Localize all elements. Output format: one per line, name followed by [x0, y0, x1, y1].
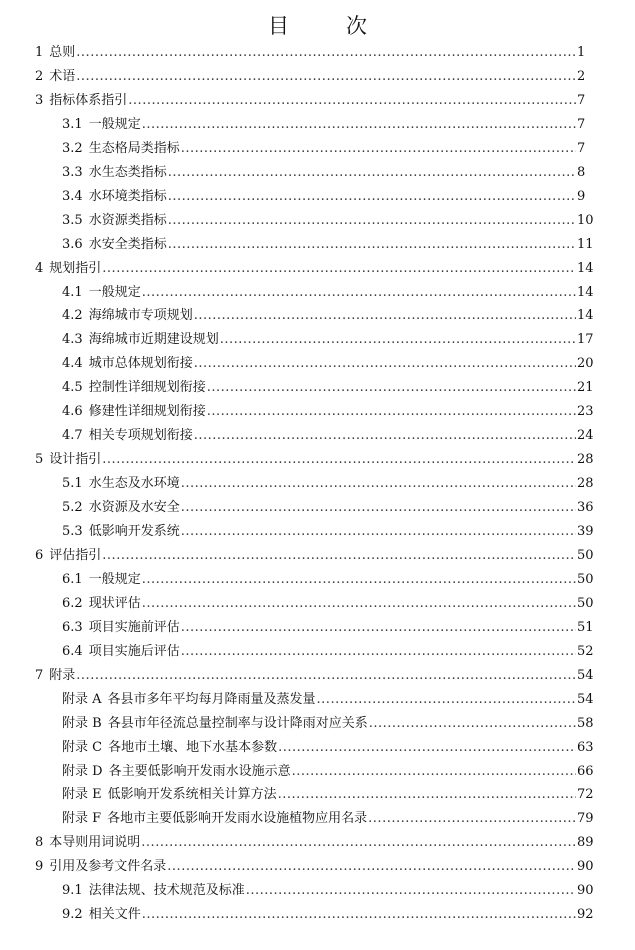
toc-entry-number: 4.2 [62, 308, 83, 324]
toc-entry-number: 4.4 [62, 356, 83, 372]
toc-entry-title: 规划指引 [49, 260, 102, 276]
toc-dot-leader [168, 212, 576, 230]
toc-entry-title: 一般规定 [88, 284, 141, 300]
toc-entry-title: 评估指引 [49, 547, 102, 563]
page-title: 目 次 [268, 14, 385, 38]
toc-entry-title: 各县市多年平均每月降雨量及蒸发量 [107, 691, 316, 707]
toc-dot-leader [167, 858, 576, 876]
toc-entry[interactable] [62, 331, 594, 349]
toc-entry-title: 各地市主要低影响开发雨水设施植物应用名录 [107, 811, 368, 827]
toc-dot-leader [102, 451, 576, 469]
toc-entry-number: 6 [35, 547, 44, 563]
toc-entry-title: 附录 [49, 667, 76, 683]
toc-dot-leader [207, 379, 576, 397]
toc-entry[interactable] [35, 667, 594, 685]
toc-dot-leader [207, 403, 576, 421]
toc-entry[interactable] [62, 643, 594, 661]
toc-entry-number: 附录 E [62, 787, 102, 803]
toc-entry-number: 9.2 [62, 907, 83, 923]
toc-entry-page: 72 [577, 787, 594, 803]
toc-entry[interactable] [35, 547, 594, 565]
toc-dot-leader [181, 523, 576, 541]
toc-entry-number: 3.2 [62, 140, 83, 156]
toc-entry[interactable] [62, 619, 594, 637]
toc-entry-page: 7 [577, 116, 586, 132]
toc-entry-page: 63 [577, 739, 594, 755]
toc-dot-leader [278, 739, 576, 757]
toc-entry-number: 6.1 [62, 571, 83, 587]
toc-entry-number: 7 [35, 667, 44, 683]
toc-entry-number: 4.3 [62, 332, 83, 348]
toc-dot-leader [102, 547, 576, 565]
toc-entry-page: 51 [577, 619, 594, 635]
toc-entry[interactable] [62, 906, 594, 924]
toc-entry-title: 水生态类指标 [88, 164, 167, 180]
toc-entry-page: 7 [577, 140, 586, 156]
toc-entry-number: 3.6 [62, 236, 83, 252]
toc-entry-page: 10 [577, 212, 594, 228]
toc-dot-leader [76, 667, 576, 685]
toc-entry[interactable] [62, 523, 594, 541]
toc-entry-number: 附录 A [62, 691, 102, 707]
toc-dot-leader [368, 810, 576, 828]
toc-entry-page: 58 [577, 715, 594, 731]
toc-entry-page: 9 [577, 188, 586, 204]
toc-dot-leader [142, 284, 576, 302]
toc-entry[interactable] [62, 786, 594, 804]
toc-entry-title: 水资源类指标 [88, 212, 167, 228]
toc-entry-number: 5 [35, 452, 44, 468]
toc-entry-page: 90 [577, 883, 594, 899]
toc-dot-leader [181, 643, 576, 661]
toc-dot-leader [142, 116, 576, 134]
toc-entry[interactable] [62, 499, 594, 517]
toc-entry[interactable] [62, 355, 594, 373]
toc-dot-leader [76, 68, 576, 86]
toc-entry[interactable] [35, 68, 585, 86]
toc-entry-title: 水环境类指标 [88, 188, 167, 204]
toc-entry-number: 2 [35, 68, 44, 84]
toc-dot-leader [278, 786, 576, 804]
toc-dot-leader [369, 715, 576, 733]
toc-entry-number: 3.5 [62, 212, 83, 228]
toc-entry-page: 79 [577, 811, 594, 827]
toc-entry-number: 4.5 [62, 380, 83, 396]
toc-entry-title: 一般规定 [88, 571, 141, 587]
toc-entry-number: 5.2 [62, 500, 83, 516]
toc-entry-title: 设计指引 [49, 452, 102, 468]
toc-entry-page: 11 [577, 236, 594, 252]
toc-entry-page: 89 [577, 835, 594, 851]
toc-entry-title: 控制性详细规划衔接 [88, 380, 206, 396]
toc-dot-leader [317, 691, 576, 709]
toc-entry-number: 8 [35, 835, 44, 851]
toc-entry-number: 附录 D [62, 763, 103, 779]
toc-entry-number: 6.3 [62, 619, 83, 635]
toc-entry[interactable] [35, 260, 594, 278]
toc-entry-page: 90 [577, 859, 594, 875]
toc-entry-page: 36 [577, 500, 594, 516]
toc-entry-page: 7 [577, 92, 586, 108]
toc-entry-number: 6.4 [62, 643, 83, 659]
toc-entry-number: 4 [35, 260, 44, 276]
toc-entry[interactable] [62, 379, 594, 397]
toc-entry-title: 总则 [49, 45, 76, 60]
toc-dot-leader [142, 906, 576, 924]
toc-entry[interactable] [35, 858, 594, 876]
toc-entry-page: 20 [577, 356, 594, 372]
toc-entry-title: 城市总体规划衔接 [88, 356, 193, 372]
toc-dot-leader [102, 260, 576, 278]
toc-entry-page: 66 [577, 763, 594, 779]
toc-entry[interactable] [62, 691, 594, 709]
toc-entry-number: 3.1 [62, 116, 83, 132]
toc-entry[interactable] [62, 284, 594, 302]
toc-dot-leader [142, 571, 576, 589]
toc-entry[interactable] [62, 403, 594, 421]
toc-entry-title: 各主要低影响开发雨水设施示意 [108, 763, 291, 779]
toc-entry[interactable] [62, 427, 594, 445]
toc-entry-title: 现状评估 [88, 595, 141, 611]
toc-entry-page: 8 [577, 164, 586, 180]
toc-entry-title: 水资源及水安全 [88, 500, 180, 516]
toc-entry-page: 54 [577, 691, 594, 707]
toc-dot-leader [292, 763, 576, 781]
toc-entry-page: 14 [577, 260, 594, 276]
toc-entry-number: 附录 C [62, 739, 103, 755]
toc-entry-number: 3.4 [62, 188, 83, 204]
toc-entry-number: 附录 B [62, 715, 102, 731]
toc-dot-leader [168, 188, 576, 206]
toc-entry-title: 项目实施后评估 [88, 643, 180, 659]
toc-entry[interactable] [35, 92, 585, 110]
toc-entry-number: 9.1 [62, 883, 83, 899]
toc-entry[interactable] [62, 715, 594, 733]
toc-entry-number: 9 [35, 859, 44, 875]
toc-entry-page: 28 [577, 452, 594, 468]
toc-dot-leader [194, 307, 576, 325]
toc-entry[interactable] [62, 571, 594, 589]
toc-entry-title: 本导则用词说明 [49, 835, 141, 851]
toc-entry-number: 5.1 [62, 476, 83, 492]
toc-entry[interactable] [62, 140, 585, 158]
toc-entry-page: 50 [577, 595, 594, 611]
toc-entry-number: 3.3 [62, 164, 83, 180]
toc-entry[interactable] [62, 164, 585, 182]
toc-dot-leader [168, 236, 576, 254]
toc-entry-page: 24 [577, 428, 594, 444]
toc-dot-leader [246, 882, 576, 900]
toc-entry-title: 水生态及水环境 [88, 476, 180, 492]
toc-entry-page: 14 [577, 284, 594, 300]
toc-entry[interactable] [62, 212, 594, 230]
toc-entry-page: 17 [577, 332, 594, 348]
toc-entry[interactable] [62, 475, 594, 493]
toc-entry[interactable] [35, 451, 594, 469]
toc-dot-leader [194, 355, 576, 373]
toc-entry-title: 低影响开发系统相关计算方法 [107, 787, 277, 803]
toc-entry-page: 21 [577, 380, 594, 396]
toc-dot-leader [181, 619, 576, 637]
toc-entry-page: 92 [577, 907, 594, 923]
toc-entry[interactable] [35, 834, 594, 852]
toc-entry-number: 3 [35, 92, 44, 108]
toc-entry-page: 50 [577, 547, 594, 563]
toc-entry[interactable] [62, 882, 594, 900]
toc-entry-title: 项目实施前评估 [88, 619, 180, 635]
toc-entry-title: 法律法规、技术规范及标准 [88, 883, 245, 899]
toc-entry[interactable] [62, 188, 585, 206]
toc-dot-leader [168, 164, 576, 182]
toc-entry-title: 海绵城市近期建设规划 [88, 332, 219, 348]
toc-entry-number: 6.2 [62, 595, 83, 611]
toc-entry-title: 相关专项规划衔接 [88, 428, 193, 444]
toc-entry-number: 1 [35, 45, 44, 60]
toc-entry-title: 海绵城市专项规划 [88, 308, 193, 324]
toc-entry-page: 28 [577, 476, 594, 492]
toc-entry-title: 一般规定 [88, 116, 141, 132]
toc-entry[interactable] [62, 810, 594, 828]
toc-entry-title: 修建性详细规划衔接 [88, 404, 206, 420]
toc-entry-page: 14 [577, 308, 594, 324]
toc-entry-page: 54 [577, 667, 594, 683]
toc-entry-page: 52 [577, 643, 594, 659]
toc-dot-leader [142, 595, 576, 613]
toc-entry-title: 相关文件 [88, 907, 141, 923]
toc-entry[interactable] [62, 236, 594, 254]
toc-entry[interactable] [62, 116, 585, 134]
toc-entry[interactable] [62, 595, 594, 613]
toc-entry-page: 50 [577, 571, 594, 587]
toc-dot-leader [181, 475, 576, 493]
toc-entry-title: 指标体系指引 [49, 92, 128, 108]
toc-entry-title: 各县市年径流总量控制率与设计降雨对应关系 [107, 715, 368, 731]
toc-entry-page: 1 [577, 45, 586, 60]
toc-entry[interactable] [62, 763, 594, 781]
toc-entry[interactable] [35, 44, 585, 62]
toc-entry[interactable] [62, 739, 594, 757]
toc-entry-number: 4.7 [62, 428, 83, 444]
toc-dot-leader [181, 140, 576, 158]
toc-entry-title: 生态格局类指标 [88, 140, 180, 156]
toc-entry-page: 2 [577, 68, 586, 84]
toc-dot-leader [220, 331, 576, 349]
toc-dot-leader [128, 92, 576, 110]
toc-dot-leader [76, 44, 576, 62]
toc-entry-title: 引用及参考文件名录 [49, 859, 167, 875]
toc-entry-number: 4.6 [62, 404, 83, 420]
toc-dot-leader [194, 427, 576, 445]
toc-entry-page: 23 [577, 404, 594, 420]
toc-entry-title: 术语 [49, 68, 76, 84]
toc-entry-title: 水安全类指标 [88, 236, 167, 252]
toc-entry-number: 5.3 [62, 524, 83, 539]
toc-entry-title: 低影响开发系统 [88, 524, 180, 539]
toc-entry-title: 各地市土壤、地下水基本参数 [108, 739, 278, 755]
toc-entry-number: 4.1 [62, 284, 83, 300]
toc-entry-number: 附录 F [62, 811, 102, 827]
toc-entry[interactable] [62, 307, 594, 325]
toc-dot-leader [141, 834, 576, 852]
toc-dot-leader [181, 499, 576, 517]
toc-entry-page: 39 [577, 524, 594, 539]
